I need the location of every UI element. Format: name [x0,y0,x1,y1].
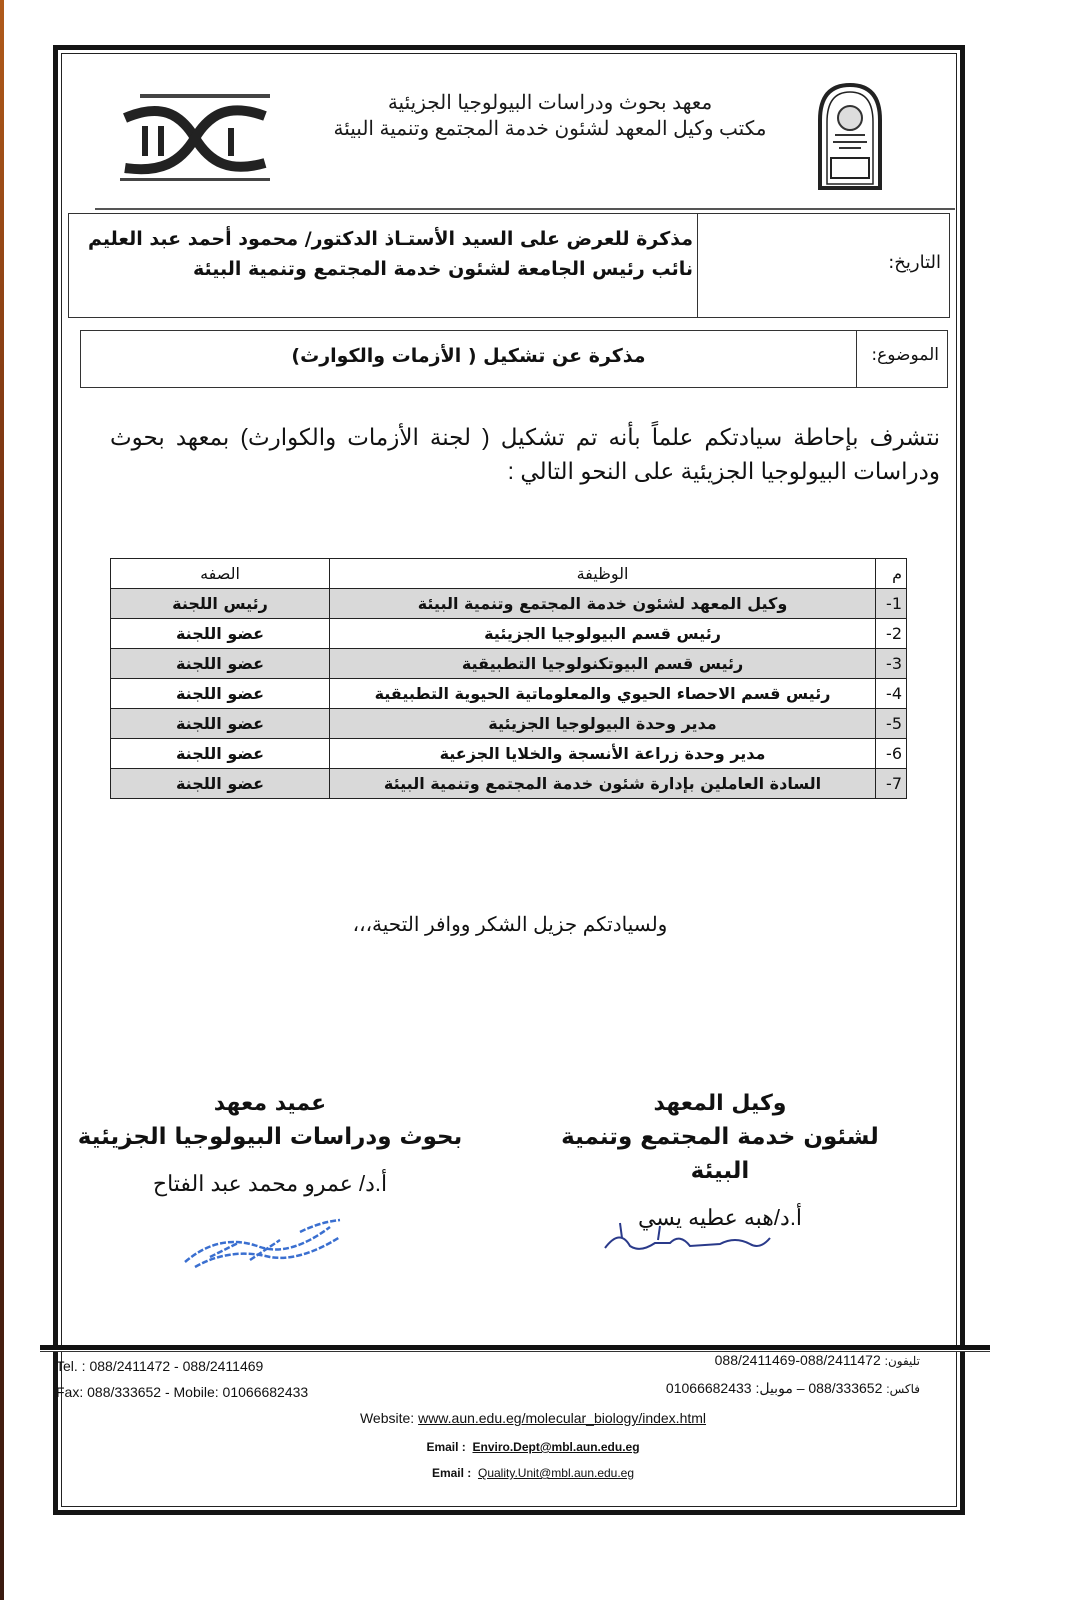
table-row [111,619,907,649]
row-role: وكيل المعهد لشئون خدمة المجتمع وتنمية البيئة [330,589,876,619]
addressee-line-2: نائب رئيس الجامعة لشئون خدمة المجتمع وتنمية البيئة [192,258,693,280]
signatory-subtitle: بحوث ودراسات البيولوجيا الجزيئية [77,1124,463,1150]
subject-text: مذكرة عن تشكيل ( الأزمات والكوارث) [291,345,646,367]
footer-fax-en: Fax: 088/333652 - Mobile: 01066682433 [56,1384,309,1400]
signatory-title: وكيل المعهد [653,1091,787,1116]
footer-fax-ar [660,1380,920,1397]
row-role: مدير وحدة البيولوجيا الجزيئية [330,709,876,739]
tel-ar-value: 088/2411472-088/2411469 [714,1352,881,1368]
box-divider [856,331,857,387]
row-title: عضو اللجنة [111,679,330,709]
row-role: مدير وحدة زراعة الأنسجة والخلايا الجزعية [330,739,876,769]
signature-stroke-2 [620,1223,660,1240]
table-row [111,589,907,619]
addressee-box [68,213,950,318]
website-label: Website: [359,1410,415,1426]
signature-stroke [185,1220,340,1267]
box-divider [697,214,698,317]
intro-paragraph: نتشرف بإحاطة سيادتكم علماً بأنه تم تشكيل ( لجنة الأزمات والكوارث) بمعهد بحوث ودراسات البيولوجيا الجزيئية على النحو التالي : [110,424,940,484]
table-row [111,739,907,769]
header-num: م [876,559,907,589]
molecular-biology-institute-logo [100,88,290,188]
table-row [111,709,907,739]
header-divider [95,208,955,210]
closing-greeting: ولسيادتكم جزيل الشكر ووافر التحية،،، [352,914,668,936]
row-num: 7- [876,769,907,799]
office-line: مكتب وكيل المعهد لشئون خدمة المجتمع وتنمية البيئة [333,118,767,140]
row-title: عضو اللجنة [111,619,330,649]
fax-ar-value: 088/333652 – موبيل: 01066682433 [665,1380,883,1396]
addressee [75,224,693,284]
email-label: Email : [426,1440,466,1454]
signatory-name: أ.د/ عمرو محمد عبد الفتاح [152,1171,388,1196]
footer-tel-ar [700,1352,920,1368]
signature-stroke [605,1237,770,1248]
logo-calligraphy [831,158,869,178]
row-num: 3- [876,649,907,679]
table-row [111,649,907,679]
row-num: 2- [876,619,907,649]
assiut-university-logo [815,80,885,192]
row-title: رئيس اللجنة [111,589,330,619]
row-num: 5- [876,709,907,739]
signatory-name: أ.د/هبه عطيه يسي [637,1205,803,1230]
logo-letter-n [142,126,148,156]
subject-box [80,330,948,388]
footer-tel-en: Tel. : 088/2411472 - 088/2411469 [56,1358,264,1374]
row-title: عضو اللجنة [111,709,330,739]
addressee-line-1: مذكرة للعرض على السيد الأستـاذ الدكتور/ محمود أحمد عبد العليم [88,228,693,250]
handwritten-signature-vice-dean [600,1218,780,1258]
row-role: رئيس قسم البيولوجيا الجزيئية [330,619,876,649]
website-link[interactable]: www.aun.edu.eg/molecular_biology/index.html [418,1410,707,1426]
logo-caption-ar [140,94,270,98]
scan-edge [0,0,4,1600]
subject-label: الموضوع: [871,345,939,365]
table-row [111,769,907,799]
handwritten-signature-dean [180,1212,350,1272]
row-role: رئيس قسم الاحصاء الحيوي والمعلوماتية الحيوية التطبيقية [330,679,876,709]
table-header-row [111,559,907,589]
logo-letter-r [228,128,234,156]
row-title: عضو اللجنة [111,649,330,679]
row-num: 6- [876,739,907,769]
logo-letter-n-2 [158,126,164,156]
signature-block-dean [75,1088,465,1204]
logo-rays [833,135,867,148]
header-title: الصفه [111,559,330,589]
row-role: السادة العاملين بإدارة شئون خدمة المجتمع وتنمية البيئة [330,769,876,799]
row-title: عضو اللجنة [111,739,330,769]
logo-arch [820,85,880,188]
signatory-subtitle: لشئون خدمة المجتمع وتنمية البيئة [561,1124,879,1184]
row-role: رئيس قسم البيوتكنولوجيا التطبيقية [330,649,876,679]
header-role: الوظيفة [330,559,876,589]
signature-block-vice-dean [530,1088,910,1238]
institute-header [300,90,800,142]
row-num: 1- [876,589,907,619]
email-link-enviro[interactable]: Enviro.Dept@mbl.aun.edu.eg [472,1440,640,1454]
signatory-title: عميد معهد [213,1091,327,1116]
date-label: التاريخ: [888,252,941,273]
footer-email-2 [0,1466,1066,1480]
tel-ar-label: تليفون: [884,1354,920,1368]
logo-sun [838,106,862,130]
email-label: Email : [431,1466,472,1480]
institute-name: معهد بحوث ودراسات البيولوجيا الجزيئية [387,92,713,114]
email-link-quality[interactable]: Quality.Unit@mbl.aun.edu.eg [477,1466,635,1480]
footer-email-1 [0,1440,1066,1454]
committee-table [110,558,907,799]
footer-website [0,1410,1066,1426]
table-row [111,679,907,709]
logo-caption-en [120,178,270,181]
row-title: عضو اللجنة [111,769,330,799]
fax-ar-label: فاكس: [886,1382,920,1396]
row-num: 4- [876,679,907,709]
